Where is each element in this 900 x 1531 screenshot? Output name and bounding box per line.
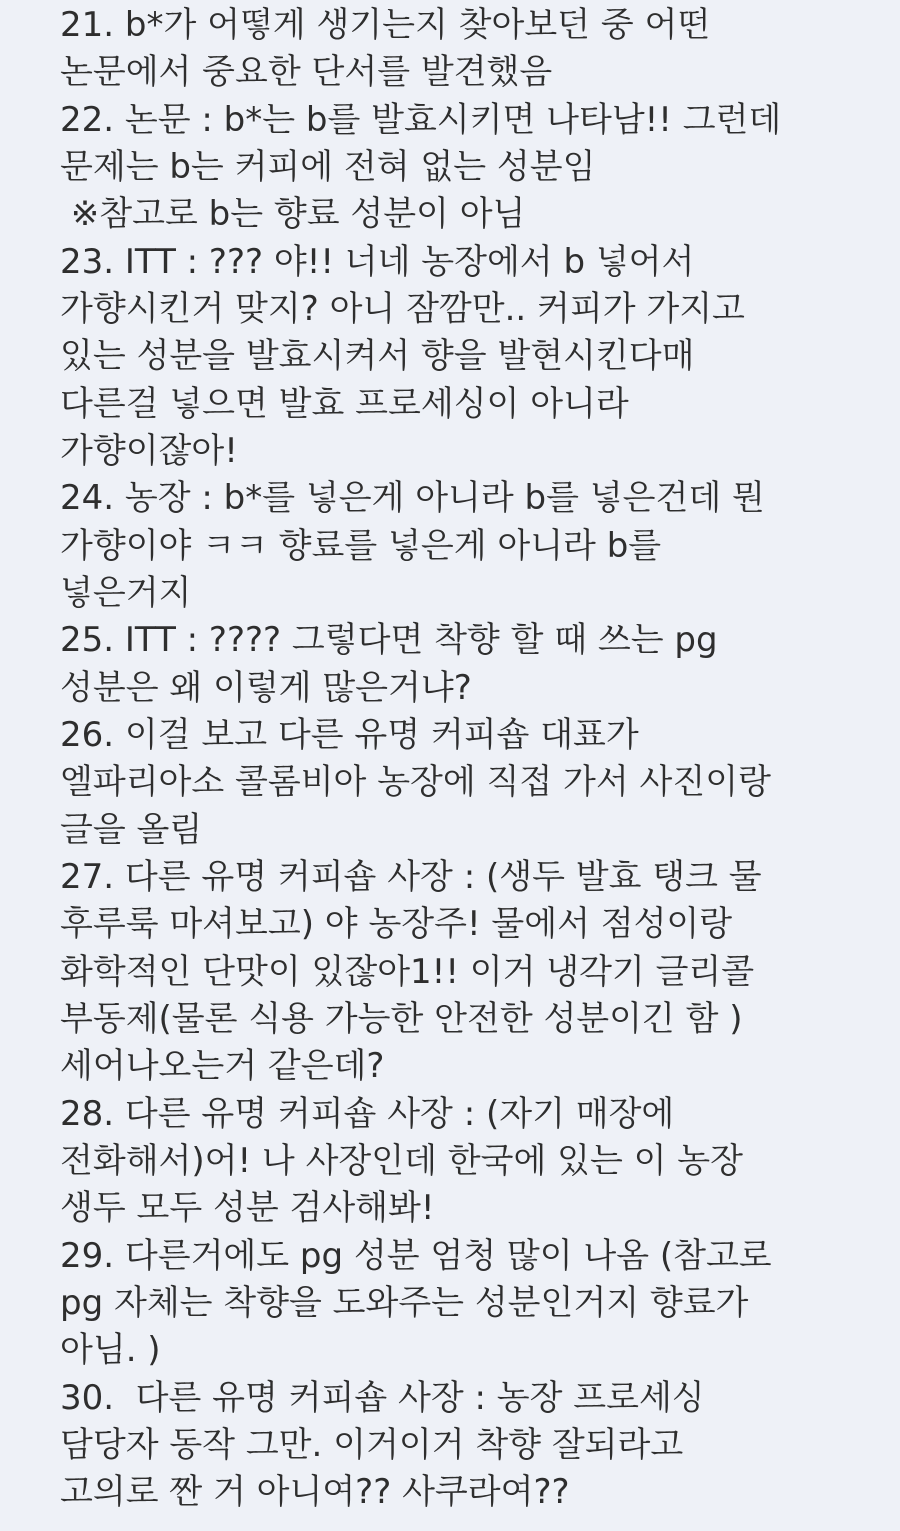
- text-line: 26. 이걸 보고 다른 유명 커피숍 대표가: [60, 715, 639, 755]
- text-line: 전화해서)어! 나 사장인데 한국에 있는 이 농장: [60, 1141, 743, 1181]
- text-line: 성분은 왜 이렇게 많은거냐?: [60, 668, 472, 708]
- text-line: 넣은거지: [60, 573, 192, 613]
- text-line: 30. 다른 유명 커피숍 사장 : 농장 프로세싱: [60, 1378, 705, 1418]
- text-line: ※참고로 b는 향료 성분이 아님: [60, 194, 526, 234]
- text-line: 25. ITT : ???? 그렇다면 착향 할 때 쓰는 pg: [60, 620, 718, 660]
- text-line: 논문에서 중요한 단서를 발견했음: [60, 52, 553, 92]
- text-line: 고의로 짠 거 아니여?? 사쿠라여??: [60, 1472, 570, 1512]
- text-line: 가향이잖아!: [60, 431, 238, 471]
- text-line: 아님. ): [60, 1330, 161, 1370]
- text-line: 부동제(물론 식용 가능한 안전한 성분이긴 함 ): [60, 999, 743, 1039]
- text-line: 담당자 동작 그만. 이거이거 착향 잘되라고: [60, 1425, 684, 1465]
- text-line: 엘파리아소 콜롬비아 농장에 직접 가서 사진이랑: [60, 762, 771, 802]
- text-line: 21. b*가 어떻게 생기는지 찾아보던 중 어떤: [60, 5, 711, 45]
- text-line: 가향시킨거 맞지? 아니 잠깜만.. 커피가 가지고: [60, 289, 745, 329]
- text-line: 29. 다른거에도 pg 성분 엄청 많이 나옴 (참고로: [60, 1236, 772, 1276]
- text-line: 27. 다른 유명 커피숍 사장 : (생두 발효 탱크 물: [60, 857, 762, 897]
- text-line: 24. 농장 : b*를 넣은게 아니라 b를 넣은건데 뭔: [60, 478, 765, 518]
- text-line: 세어나오는거 같은데?: [60, 1046, 385, 1086]
- text-line: 다른걸 넣으면 발효 프로세싱이 아니라: [60, 384, 629, 424]
- text-line: 28. 다른 유명 커피숍 사장 : (자기 매장에: [60, 1094, 675, 1134]
- text-line: 22. 논문 : b*는 b를 발효시키면 나타남!! 그런데: [60, 100, 782, 140]
- text-line: 있는 성분을 발효시켜서 향을 발현시킨다매: [60, 336, 695, 376]
- text-line: 가향이야 ㅋㅋ 향료를 넣은게 아니라 b를: [60, 526, 662, 566]
- text-line: 화학적인 단맛이 있잖아1!! 이거 냉각기 글리콜: [60, 952, 755, 992]
- text-line: 23. ITT : ??? 야!! 너네 농장에서 b 넣어서: [60, 242, 695, 282]
- text-line: 문제는 b는 커피에 전혀 없는 성분임: [60, 147, 596, 187]
- text-line: 글을 올림: [60, 810, 203, 850]
- text-line: pg 자체는 착향을 도와주는 성분인거지 향료가: [60, 1283, 749, 1323]
- text-line: 후루룩 마셔보고) 야 농장주! 물에서 점성이랑: [60, 904, 733, 944]
- text-line: 생두 모두 성분 검사해봐!: [60, 1188, 435, 1228]
